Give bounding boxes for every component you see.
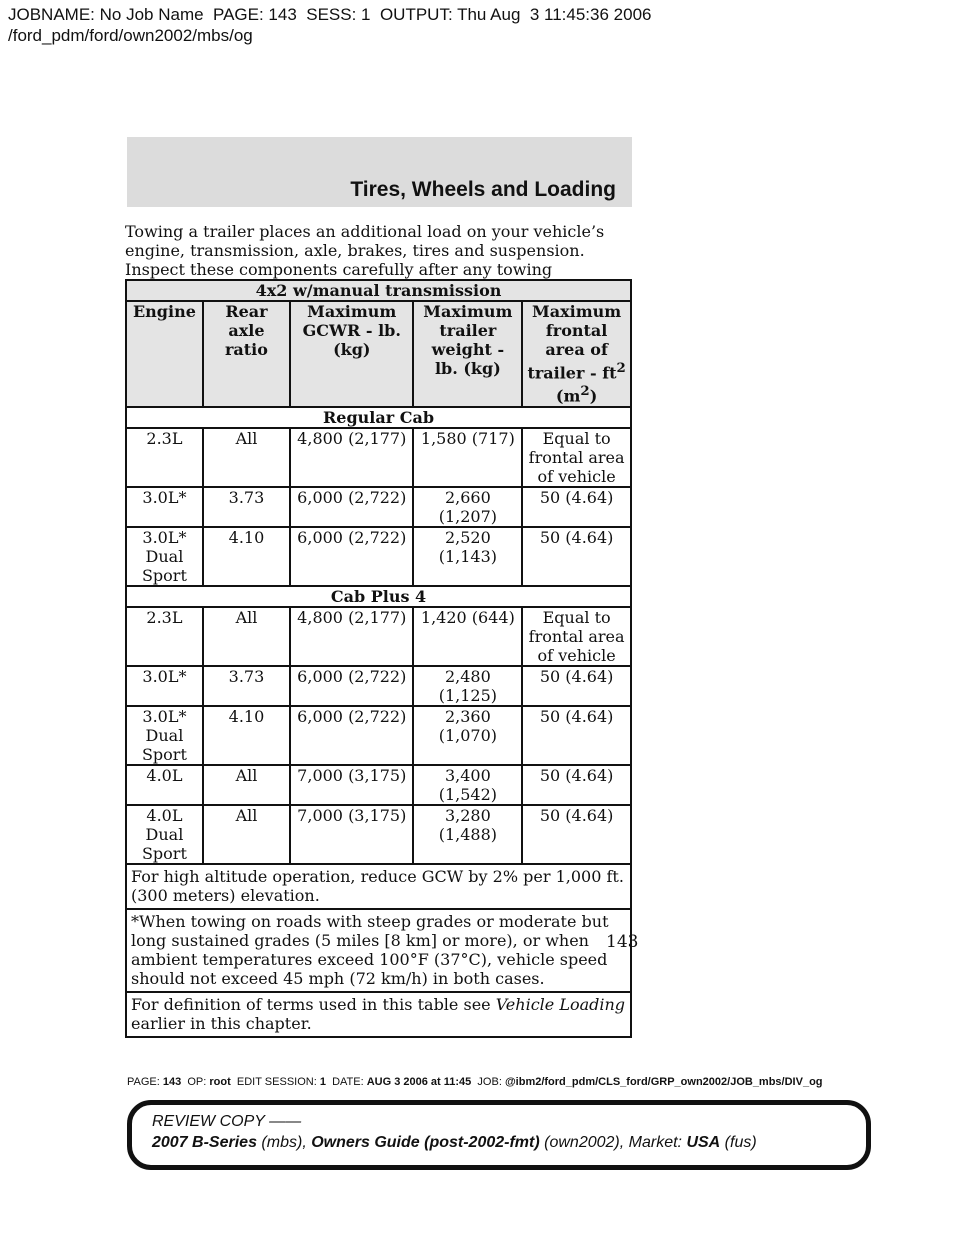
table-row <box>126 666 631 706</box>
header-gcwr: Maximum GCWR - lb. (kg) <box>290 301 413 407</box>
cell-gcwr: 6,000 (2,722) <box>290 527 413 586</box>
header-frontal: Maximum frontal area of trailer - $ft^2$ $(m^2)$ <box>522 301 631 407</box>
group-row <box>126 407 631 428</box>
cell-frontal: 50 (4.64) <box>522 805 631 864</box>
job-header-line1: JOBNAME: No Job Name PAGE: 143 SESS: 1 OUTPUT: Thu Aug 3 11:45:36 2006 <box>8 5 652 24</box>
table-row <box>126 487 631 527</box>
review-copy-box <box>127 1100 871 1170</box>
vehicle-loading-reference: Vehicle Loading <box>495 994 626 1014</box>
cell-engine: 2.3L <box>126 607 203 666</box>
table-row <box>126 805 631 864</box>
header-axle: Rear axle ratio <box>203 301 290 407</box>
note-row-altitude <box>126 864 631 909</box>
cell-trailer: 1,580 (717) <box>413 428 522 487</box>
cell-axle: All <box>203 428 290 487</box>
review-copy-details: 2007 B-Series (mbs), Owners Guide (post-2002-fmt) (own2002), Market: USA (fus) <box>152 1134 757 1151</box>
cell-axle: 4.10 <box>203 527 290 586</box>
cell-gcwr: 6,000 (2,722) <box>290 706 413 765</box>
cell-gcwr: 4,800 (2,177) <box>290 428 413 487</box>
cell-frontal: 50 (4.64) <box>522 666 631 706</box>
job-header-line2: /ford_pdm/ford/own2002/mbs/og <box>8 26 253 45</box>
job-header <box>8 4 652 46</box>
cell-axle: 3.73 <box>203 487 290 527</box>
table-row <box>126 765 631 805</box>
header-trailer: Maximum trailer weight - lb. (kg) <box>413 301 522 407</box>
cell-engine: 3.0L* <box>126 666 203 706</box>
cell-trailer: 3,400 (1,542) <box>413 765 522 805</box>
group-title: Cab Plus 4 <box>126 586 631 607</box>
table-row <box>126 527 631 586</box>
cell-engine: 4.0L Dual Sport <box>126 805 203 864</box>
cell-gcwr: 6,000 (2,722) <box>290 666 413 706</box>
cell-frontal: Equal to frontal area of vehicle <box>522 607 631 666</box>
table-row <box>126 607 631 666</box>
note-definition: For definition of terms used in this table see Vehicle Loading earlier in this chapter. <box>126 992 631 1037</box>
cell-engine: 3.0L* <box>126 487 203 527</box>
cell-gcwr: 7,000 (3,175) <box>290 805 413 864</box>
cell-engine: 2.3L <box>126 428 203 487</box>
cell-gcwr: 4,800 (2,177) <box>290 607 413 666</box>
cell-frontal: Equal to frontal area of vehicle <box>522 428 631 487</box>
header-engine: Engine <box>126 301 203 407</box>
table-row <box>126 706 631 765</box>
cell-engine: 3.0L* Dual Sport <box>126 527 203 586</box>
cell-frontal: 50 (4.64) <box>522 706 631 765</box>
group-row <box>126 586 631 607</box>
cell-trailer: 2,520 (1,143) <box>413 527 522 586</box>
cell-axle: 3.73 <box>203 666 290 706</box>
towing-spec-table <box>125 279 632 1038</box>
note-row-grades <box>126 909 631 992</box>
note-grades: *When towing on roads with steep grades or moderate but long sustained grades (5 miles [8 km] or more), or when ambient temperatures exceed 100°F (37°C), vehicle speed should not exceed 45 mph (72 km/h) in both cases. <box>126 909 631 992</box>
cell-trailer: 2,480 (1,125) <box>413 666 522 706</box>
cell-frontal: 50 (4.64) <box>522 527 631 586</box>
section-header-bar <box>127 137 632 207</box>
table-title-row <box>126 280 631 301</box>
table-header-row <box>126 301 631 407</box>
table-body <box>126 407 631 864</box>
cell-axle: All <box>203 805 290 864</box>
cell-axle: All <box>203 607 290 666</box>
cell-trailer: 3,280 (1,488) <box>413 805 522 864</box>
cell-trailer: 2,660 (1,207) <box>413 487 522 527</box>
cell-gcwr: 6,000 (2,722) <box>290 487 413 527</box>
cell-engine: 3.0L* Dual Sport <box>126 706 203 765</box>
cell-axle: 4.10 <box>203 706 290 765</box>
table-row <box>126 428 631 487</box>
group-title: Regular Cab <box>126 407 631 428</box>
cell-trailer: 1,420 (644) <box>413 607 522 666</box>
cell-trailer: 2,360 (1,070) <box>413 706 522 765</box>
review-copy-label: REVIEW COPY —— <box>152 1113 302 1130</box>
cell-axle: All <box>203 765 290 805</box>
cell-frontal: 50 (4.64) <box>522 765 631 805</box>
page-number: 143 <box>606 932 639 952</box>
cell-gcwr: 7,000 (3,175) <box>290 765 413 805</box>
cell-engine: 4.0L <box>126 765 203 805</box>
table-title: 4x2 w/manual transmission <box>126 280 631 301</box>
cell-frontal: 50 (4.64) <box>522 487 631 527</box>
note-row-definition <box>126 992 631 1037</box>
section-title: Tires, Wheels and Loading <box>350 178 616 201</box>
note-altitude: For high altitude operation, reduce GCW by 2% per 1,000 ft. (300 meters) elevation. <box>126 864 631 909</box>
footer-job-line: PAGE: 143 OP: root EDIT SESSION: 1 DATE: AUG 3 2006 at 11:45 JOB: @ibm2/ford_pdm/CLS_ford/GRP_own2002/JOB_mbs/DIV_og <box>127 1076 823 1088</box>
intro-paragraph: Towing a trailer places an additional load on your vehicle’s engine, transmission, axle, brakes, tires and suspension. Inspect these components carefully after any towing operation. <box>125 222 605 298</box>
